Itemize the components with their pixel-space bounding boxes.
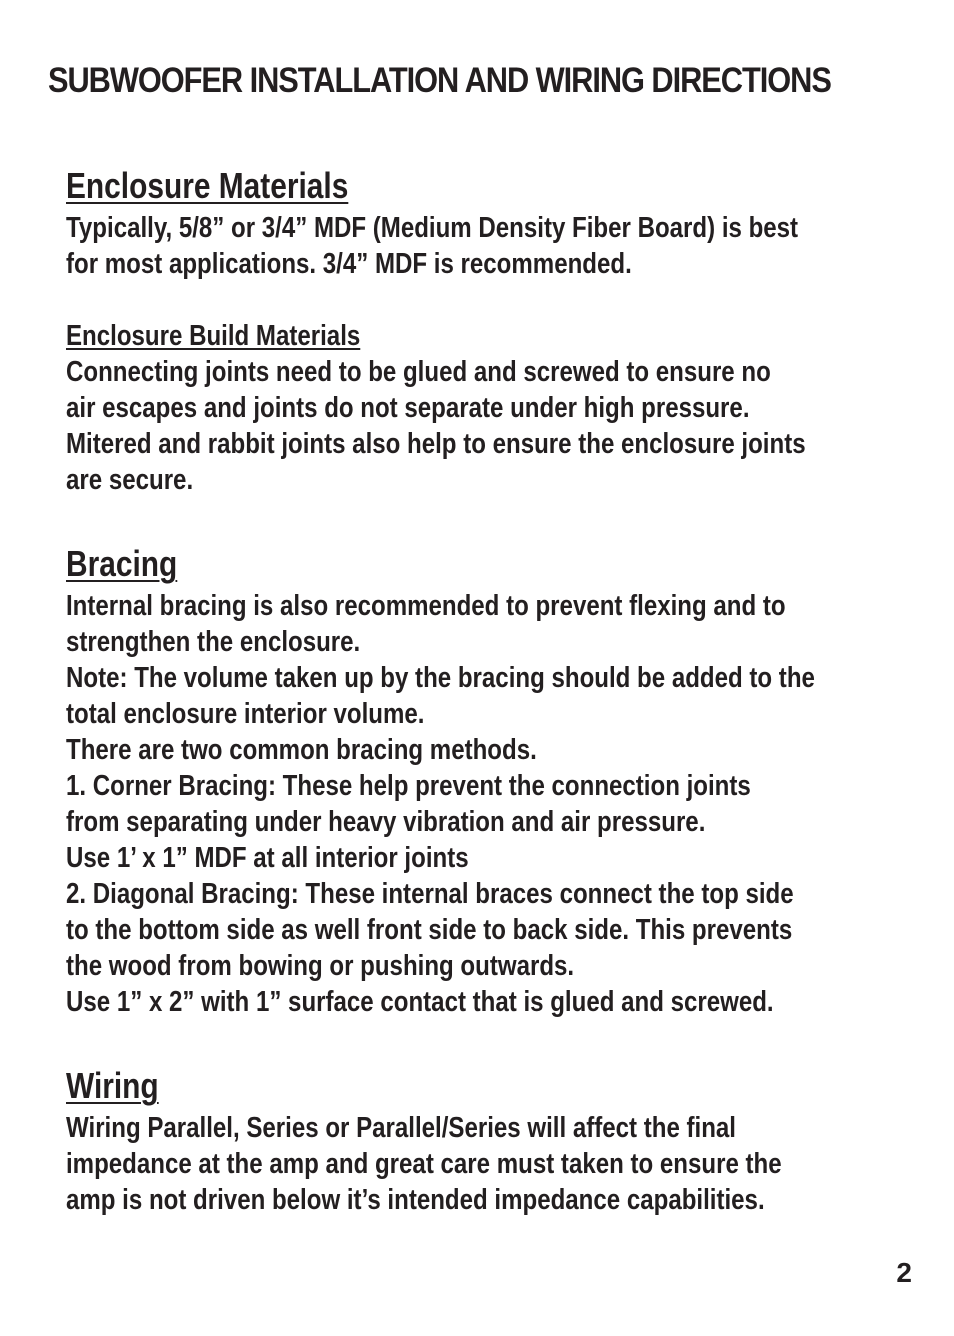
paragraph-line: are secure. bbox=[66, 464, 194, 496]
heading-enclosure-build-materials: Enclosure Build Materials bbox=[66, 320, 361, 352]
section-enclosure-materials bbox=[66, 162, 896, 282]
heading-wiring: Wiring bbox=[66, 1065, 159, 1106]
document-body bbox=[66, 162, 896, 1218]
section-spacer bbox=[66, 498, 896, 540]
paragraph-line: Connecting joints need to be glued and screwed to ensure no bbox=[66, 356, 771, 388]
paragraph-line: Internal bracing is also recommended to prevent flexing and to bbox=[66, 590, 786, 622]
paragraph-line: the wood from bowing or pushing outwards. bbox=[66, 950, 575, 982]
paragraph-line: from separating under heavy vibration and air pressure. bbox=[66, 806, 706, 838]
paragraph-line: Use 1’ x 1” MDF at all interior joints bbox=[66, 842, 469, 874]
paragraph-line: Use 1” x 2” with 1” surface contact that is glued and screwed. bbox=[66, 986, 774, 1018]
heading-enclosure-materials: Enclosure Materials bbox=[66, 165, 349, 206]
paragraph-line: Note: The volume taken up by the bracing should be added to the bbox=[66, 662, 815, 694]
paragraph-line: total enclosure interior volume. bbox=[66, 698, 425, 730]
paragraph-line: amp is not driven below it’s intended impedance capabilities. bbox=[66, 1184, 765, 1216]
paragraph-line: 2. Diagonal Bracing: These internal braces connect the top side bbox=[66, 878, 794, 910]
section-wiring bbox=[66, 1062, 896, 1218]
heading-bracing: Bracing bbox=[66, 543, 178, 584]
paragraph-line: 1. Corner Bracing: These help prevent the connection joints bbox=[66, 770, 751, 802]
paragraph-line: Wiring Parallel, Series or Parallel/Series will affect the final bbox=[66, 1112, 737, 1144]
paragraph-line: Typically, 5/8” or 3/4” MDF (Medium Density Fiber Board) is best bbox=[66, 212, 799, 244]
paragraph-line: air escapes and joints do not separate under high pressure. bbox=[66, 392, 750, 424]
section-bracing bbox=[66, 540, 896, 1020]
section-spacer bbox=[66, 282, 896, 318]
section-enclosure-build-materials bbox=[66, 318, 896, 498]
section-spacer bbox=[66, 1020, 896, 1062]
paragraph-line: to the bottom side as well front side to back side. This prevents bbox=[66, 914, 793, 946]
paragraph-line: There are two common bracing methods. bbox=[66, 734, 537, 766]
paragraph-line: impedance at the amp and great care must taken to ensure the bbox=[66, 1148, 782, 1180]
page-title: SUBWOOFER INSTALLATION AND WIRING DIRECTIONS bbox=[48, 61, 831, 100]
paragraph-line: Mitered and rabbit joints also help to ensure the enclosure joints bbox=[66, 428, 806, 460]
paragraph-line: for most applications. 3/4” MDF is recommended. bbox=[66, 248, 632, 280]
page-number: 2 bbox=[896, 1257, 912, 1288]
paragraph-line: strengthen the enclosure. bbox=[66, 626, 361, 658]
